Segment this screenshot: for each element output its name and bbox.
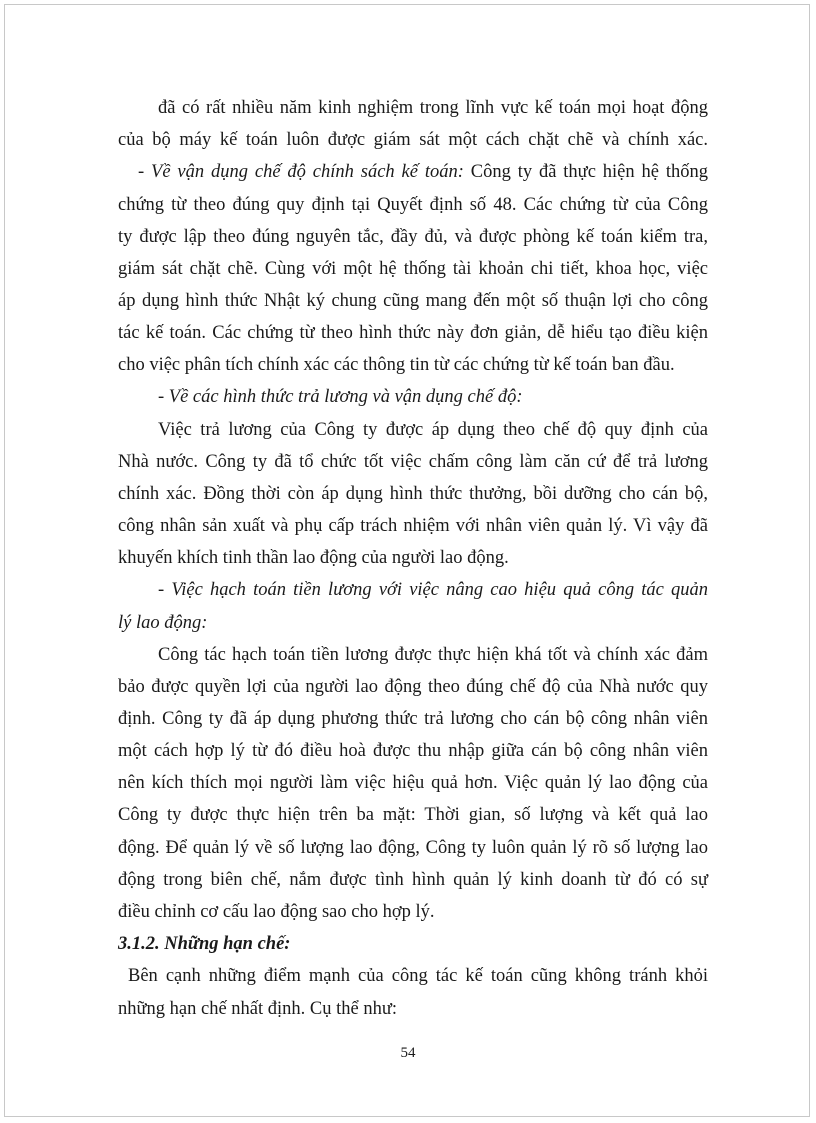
page-number: 54 [400,1045,416,1061]
text-segment: Công ty đã thực hiện hệ thống [463,162,708,182]
text-line: ty được lập theo đúng nguyên tắc, đầy đủ, và được phòng kế toán kiểm tra, [118,227,708,247]
text-line: động. Để quản lý về số lượng lao động, Công ty luôn quản lý rõ số lượng lao [118,838,708,858]
text-line: đã có rất nhiều năm kinh nghiệm trong lĩnh vực kế toán mọi hoạt động [158,98,708,118]
text-line: Việc trả lương của Công ty được áp dụng theo chế độ quy định của [158,420,708,440]
text-line: nên kích thích mọi người làm việc hiệu quả hơn. Việc quản lý lao động của [118,773,708,793]
text-line: động trong biên chế, nắm được tình hình quản lý kinh doanh từ đó có sự [118,870,708,890]
text-line: áp dụng hình thức Nhật ký chung cũng mang đến một số thuận lợi cho công [118,291,708,311]
text-line: những hạn chế nhất định. Cụ thể như: [118,999,398,1019]
section-heading: 3.1.2. Những hạn chế: [118,934,291,954]
text-line: một cách hợp lý từ đó điều hoà được thu nhập giữa cán bộ công nhân viên [118,741,708,761]
text-line: điều chỉnh cơ cấu lao động sao cho hợp lý. [118,902,435,922]
text-line: cho việc phân tích chính xác các thông tin từ các chứng từ kế toán ban đầu. [118,355,675,375]
text-line: Bên cạnh những điểm mạnh của công tác kế toán cũng không tránh khỏi [128,966,708,986]
subheading-policy: - Về vận dụng chế độ chính sách kế toán: [138,162,464,182]
text-line: định. Công ty đã áp dụng phương thức trả lương cho cán bộ công nhân viên [118,709,708,729]
subheading-salary: - Về các hình thức trả lương và vận dụng chế độ: [158,387,523,407]
text-line: tác kế toán. Các chứng từ theo hình thức này đơn giản, dễ hiểu tạo điều kiện [118,323,708,343]
subheading-accounting: - Việc hạch toán tiền lương với việc nâng cao hiệu quả công tác quản [158,580,708,600]
subheading-accounting-cont: lý lao động: [118,613,208,633]
text-line: chứng từ theo đúng quy định tại Quyết định số 48. Các chứng từ của Công [118,195,708,215]
text-line: Công ty được thực hiện trên ba mặt: Thời gian, số lượng và kết quả lao [118,805,708,825]
text-line: Nhà nước. Công ty đã tổ chức tốt việc chấm công làm căn cứ để trả lương [118,452,708,472]
text-line: Công tác hạch toán tiền lương được thực hiện khá tốt và chính xác đảm [158,645,708,665]
text-line: giám sát chặt chẽ. Cùng với một hệ thống tài khoản chi tiết, khoa học, việc [118,259,708,279]
text-line [138,160,708,184]
text-line: khuyến khích tinh thần lao động của người lao động. [118,548,509,568]
text-line: bảo được quyền lợi của người lao động theo đúng chế độ của Nhà nước quy [118,677,708,697]
text-line: của bộ máy kế toán luôn được giám sát một cách chặt chẽ và chính xác. [118,130,708,150]
text-line: chính xác. Đồng thời còn áp dụng hình thức thưởng, bồi dưỡng cho cán bộ, [118,484,708,504]
text-line: công nhân sản xuất và phụ cấp trách nhiệm với nhân viên quản lý. Vì vậy đã [118,516,708,536]
